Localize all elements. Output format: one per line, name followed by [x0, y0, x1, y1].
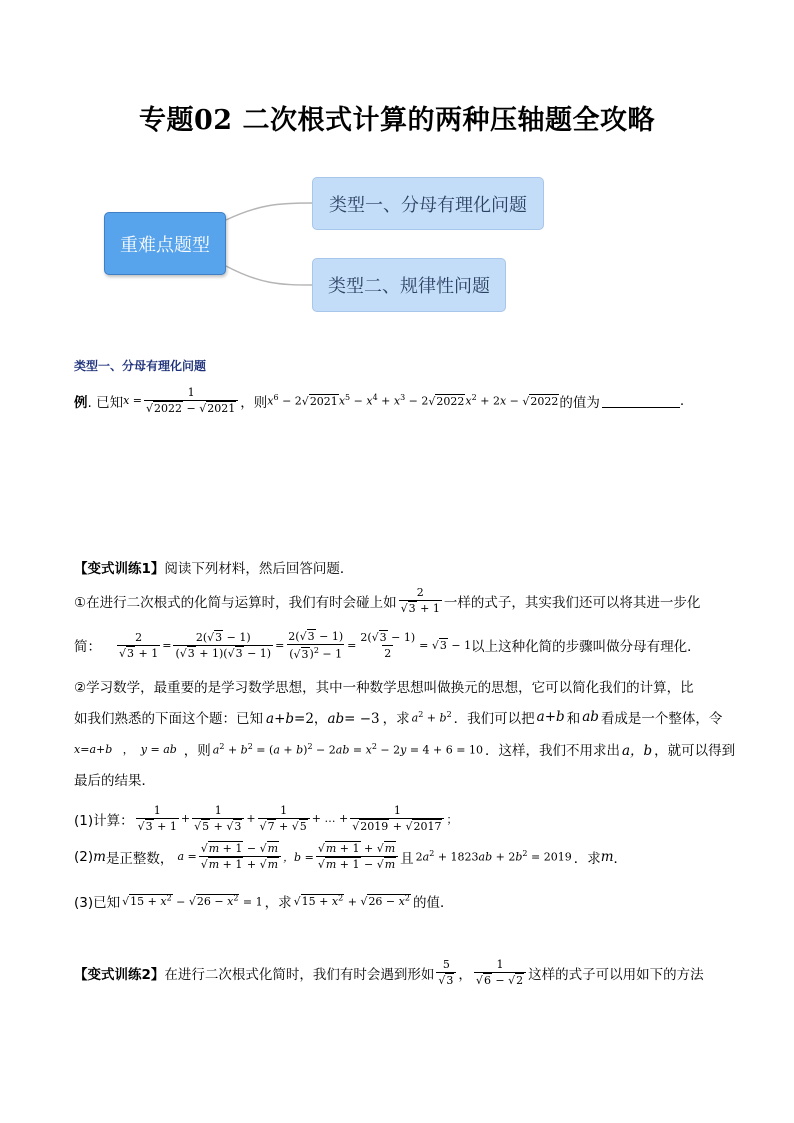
- mindmap-center-node: 重难点题型: [104, 212, 226, 275]
- q2-text-c: 且: [400, 850, 414, 867]
- training2-text-a: 在进行二次根式化简时，我们有时会遇到形如: [164, 966, 435, 983]
- p2-text-b: 如我们熟悉的下面这个题：已知: [74, 711, 263, 727]
- p1-text-c: 简：: [74, 639, 101, 656]
- q2-text-d: ．求: [573, 850, 601, 867]
- math-fraction: √ m + 1 − √ m √ m + 1 + √ m: [199, 842, 281, 871]
- example-label: 例: [74, 394, 88, 411]
- page-title: 专题02 二次根式计算的两种压轴题全攻略: [139, 105, 655, 136]
- math-fraction: $\frac{2(√ 3 - 1)}{2}$: [358, 631, 417, 660]
- q1-label: (1)计算：: [74, 812, 134, 829]
- math-fraction: $\frac{2(√ 3 - 1)}{(√ 3 + 1)(√ 3 - 1)}$: [173, 631, 273, 660]
- training1-p2-line1: [74, 676, 694, 696]
- p1-text-d: 以上这种化简的步骤叫做分母有理化．: [471, 639, 701, 656]
- answer-blank: [602, 393, 680, 408]
- math-fraction: 1 √ 7 + √ 5: [258, 804, 310, 833]
- mindmap-branch-type2: 类型二、规律性问题: [312, 258, 506, 312]
- p2-text-f: 看成是一个整体，令: [600, 711, 723, 727]
- math-expression: $x^6 - 2√$ $2021x^5 - x^4 + x^3 - 2√$ $2022x^2 + 2x$ − √ 2022: [267, 393, 559, 408]
- training2-text-b: ，: [458, 966, 472, 983]
- mindmap-branch-type1: 类型一、分母有理化问题: [312, 177, 544, 230]
- q3-text-c: 的值．: [412, 895, 454, 911]
- example-end: .: [679, 392, 685, 409]
- training1-p1-line: [74, 586, 700, 615]
- training2-line: [74, 958, 704, 987]
- training1-p2-line4: [74, 769, 155, 789]
- training1-p2-line2: 如我们熟悉的下面这个题：已知 a+b=2，ab= −3 ，求 $a^2 + b^2$ ．我们可以把 a+b 和 ab 看成是一个整体，令: [74, 709, 723, 727]
- p2-text-c: ，求: [382, 711, 410, 727]
- q2-label: (2): [74, 848, 94, 865]
- math-x: x =: [123, 394, 143, 407]
- math-fraction: 1 √ 3 + 1: [136, 804, 179, 833]
- p2-text-g: ，则: [183, 743, 211, 759]
- section-heading-type1: 类型一、分母有理化问题: [74, 359, 207, 373]
- p1-text-b: 一样的式子，其实我们还可以将其进一步化: [443, 594, 701, 611]
- training2-label: 【变式训练2】: [74, 966, 165, 983]
- question-1: (1)计算： 1 √ 3 + 1 + 1 √ 5 + √ 3 + 1 √ 7 + √ 5 + … + 1 √ 2019 + √ 2017 ；: [74, 804, 457, 833]
- example-mid: ，则: [240, 394, 268, 411]
- question-2: (2) m 是正整数， a = √ m + 1 − √ m √ m + 1 + √ m ，b = √ m + 1 + √ m √ m + 1 − √ m 且 $2a^2 + 1823ab + 2b^2 = 2019$ ．求 m ．: [74, 842, 627, 871]
- question-3: (3)已知 √ $15 + x^2$ − √ $26 - x^2 = 1$ ，求 √ $15 + x^2$ + √ $26 - x^2$ 的值．: [74, 891, 453, 911]
- math-fraction: 5 √ 3: [436, 958, 456, 987]
- p2-text-d: ．我们可以把: [453, 711, 535, 727]
- p1-text-a: ①在进行二次根式的化简与运算时，我们有时会碰上如: [74, 594, 397, 611]
- q3-text-b: ，求: [264, 895, 292, 911]
- training1-p2-line3: x=a+b ， y = ab ，则 $a^2 + b^2 = (a + b)^2 - 2ab = x^2 - 2y = 4 + 6 = 10$ ．这样，我们不用求出 a，b ，就可以得到: [74, 739, 735, 759]
- math-fraction: 2 √ 3 + 1: [117, 631, 160, 660]
- math-fraction: 1 √ 2019 + √ 2017: [350, 804, 444, 833]
- p2-text-e: 和: [566, 711, 581, 727]
- p2-text-h: ．这样，我们不用求出: [484, 743, 620, 759]
- math-fraction: √ m + 1 + √ m √ m + 1 − √ m: [316, 842, 398, 871]
- example-lead: . 已知: [87, 394, 124, 411]
- math-fraction: 1 √ 5 + √ 3: [192, 804, 244, 833]
- training2-text-c: 这样的式子可以用如下的方法: [528, 966, 704, 983]
- math-fraction: 2 √ 3 + 1: [399, 586, 442, 615]
- p2-text-a: ②学习数学，最重要的是学习数学思想，其中一种数学思想叫做换元的思想，它可以简化我们的计算，比: [74, 680, 694, 696]
- training1-intro-line: [74, 557, 353, 577]
- q2-text-b: 是正整数，: [105, 850, 174, 867]
- q3-label: (3)已知: [74, 895, 121, 911]
- math-fraction: 1 √ 6 − √ 2: [474, 958, 526, 987]
- training1-p1-derivation: 简： 2 √ 3 + 1 = $\frac{2(√ 3 - 1)}{(√ 3 + 1)(√ 3 - 1)}$ = $\frac{2(√ 3 - 1)}{(√ 3)^2 - 1}$ = $\frac{2(√ 3 - 1)}{2}$ = √ 3 − 1 以上这种化简的步骤叫做分母有理化．: [74, 630, 701, 661]
- math-fraction: $\frac{2(√ 3 - 1)}{(√ 3)^2 - 1}$: [286, 630, 345, 661]
- example-tail: 的值为: [559, 394, 600, 411]
- p2-text-j: 最后的结果．: [74, 773, 155, 789]
- training1-label: 【变式训练1】: [74, 561, 165, 577]
- p2-text-i: ，就可以得到: [654, 743, 736, 759]
- example-line: [74, 386, 684, 415]
- training1-intro: 阅读下列材料，然后回答问题．: [164, 561, 354, 577]
- math-fraction: 1 √ 2022 − √ 2021: [144, 386, 238, 415]
